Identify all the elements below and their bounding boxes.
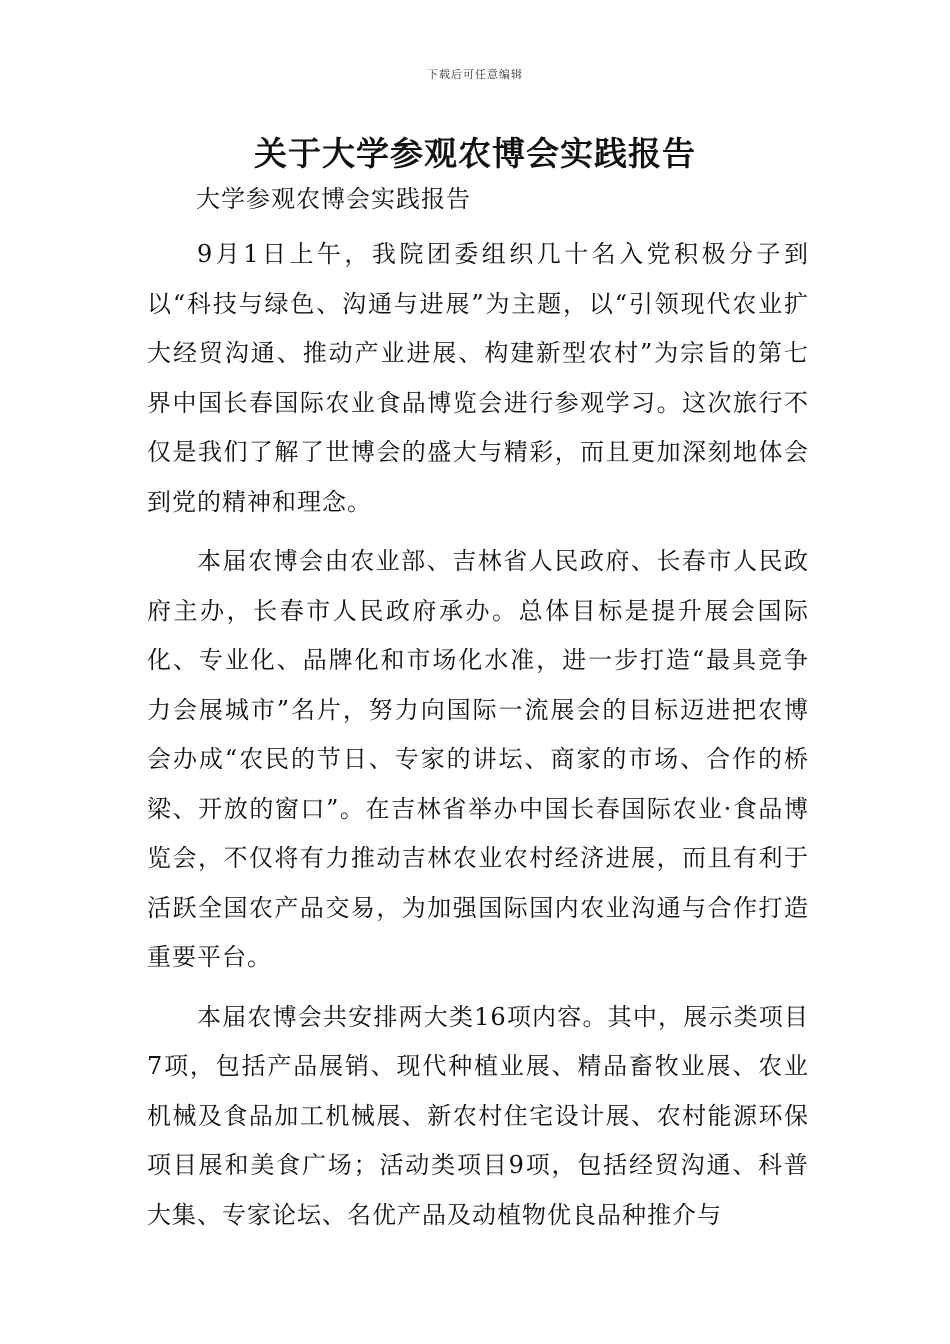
document-subtitle: 大学参观农博会实践报告 (196, 185, 471, 213)
paragraph-3: 本届农博会共安排两大类16项内容。其中，展示类项目7项，包括产品展销、现代种植业展、精品畜牧业展、农业机械及食品加工机械展、新农村住宅设计展、农村能源环保项目展和美食广场；活动类项目9项，包括经贸沟通、科普大集、专家论坛、名优产品及动植物优良品种推介与 (147, 1002, 809, 1229)
paragraph-2: 本届农博会由农业部、吉林省人民政府、长春市人民政府主办，长春市人民政府承办。总体目标是提升展会国际化、专业化、品牌化和市场化水准，进一步打造“最具竞争力会展城市”名片，努力向国际一流展会的目标迈进把农博会办成“农民的节日、专家的讲坛、商家的市场、合作的桥梁、开放的窗口”。在吉林省举办中国长春国际农业·食品博览会，不仅将有力推动吉林农业农村经济进展，而且有利于活跃全国农产品交易，为加强国际国内农业沟通与合作打造重要平台。 (147, 547, 809, 971)
header-note: 下载后可任意编辑 (427, 68, 523, 81)
document-title: 关于大学参观农博会实践报告 (254, 134, 696, 173)
paragraph-1: 9月1日上午，我院团委组织几十名入党积极分子到以“科技与绿色、沟通与进展”为主题，以“引领现代农业扩大经贸沟通、推动产业进展、构建新型农村”为宗旨的第七界中国长春国际农业食品博览会进行参观学习。这次旅行不仅是我们了解了世博会的盛大与精彩，而且更加深刻地体会到党的精神和理念。 (147, 240, 809, 516)
document-body (147, 230, 809, 1250)
